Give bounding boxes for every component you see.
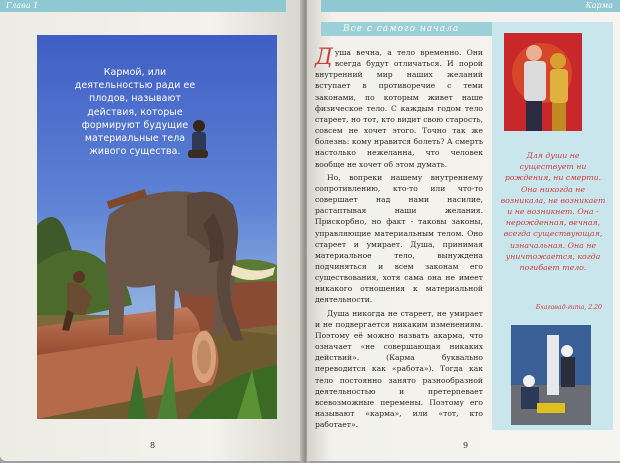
section-title: Все с самого начала [321, 22, 507, 36]
gita-quote: Для души не существует ни рождения, ни смерти. Она никогда не возникала, не возникает и не возникнет. Она - нерожденная, вечная, всегда существующая, изначальная. Она не уничтожается, когда погибает тело. [500, 151, 606, 273]
quote-source: Бхагавад-гита, 2.20 [535, 304, 602, 311]
running-head-right: Карма [321, 0, 620, 12]
right-page [307, 0, 620, 461]
left-page [0, 0, 303, 461]
page-number-left: 8 [150, 441, 156, 450]
body-text [315, 47, 483, 432]
elephant-photo [37, 35, 277, 419]
page-number-right: 9 [463, 441, 469, 450]
paragraph-3: Душа никогда не стареет, не умирает и не подвергается никаким изменениям. Поэтому её можно назвать акарма, что означает «не совершающая никаких действий». (Карма буквально переводится как «работа»). Тогда как тело постоянно занято разнообразной деятельностью и претерпевает всевозможные перемены. Поэтому его называют «карма», или «тот, кто работает». [315, 308, 483, 430]
paragraph-2: Но, вопреки нашему внутреннему сопротивлению, кто-то или что-то совершает над нами насилие, растаптывая наши желания. Прискорбно, но факт - таковы законы, управляющие материальным телом. Оно стареет и умирает. Душа, принимая материальное тело, вынуждена подчиняться и всем законам его существования, хотя сама она не имеет никакого отношения к материальной деятельности. [315, 172, 483, 305]
quote-sidebar [492, 22, 613, 430]
robot-illustration [504, 33, 582, 131]
running-head-left: Глава 1 [0, 0, 286, 12]
workers-photo [511, 325, 591, 425]
drop-cap: Д [315, 45, 333, 70]
paragraph-1: Душа вечна, а тело временно. Они всегда будут отличаться. И порой внутренний мир наших желаний вступает в противоречие с теми законами, по которым живет наше физическое тело. С каждым годом тело стареет, но тот, кто видит свою старость, совсем не хочет этого. Точно так же болезнь: кому нравится болеть? А смерть настолько нежеланна, что человек вообще не хочет об этом думать. [315, 45, 483, 169]
photo-caption: Кармой, или деятельностью ради ее плодов, называют действия, которые формируют будущие материальные тела живого существа. [74, 67, 196, 158]
